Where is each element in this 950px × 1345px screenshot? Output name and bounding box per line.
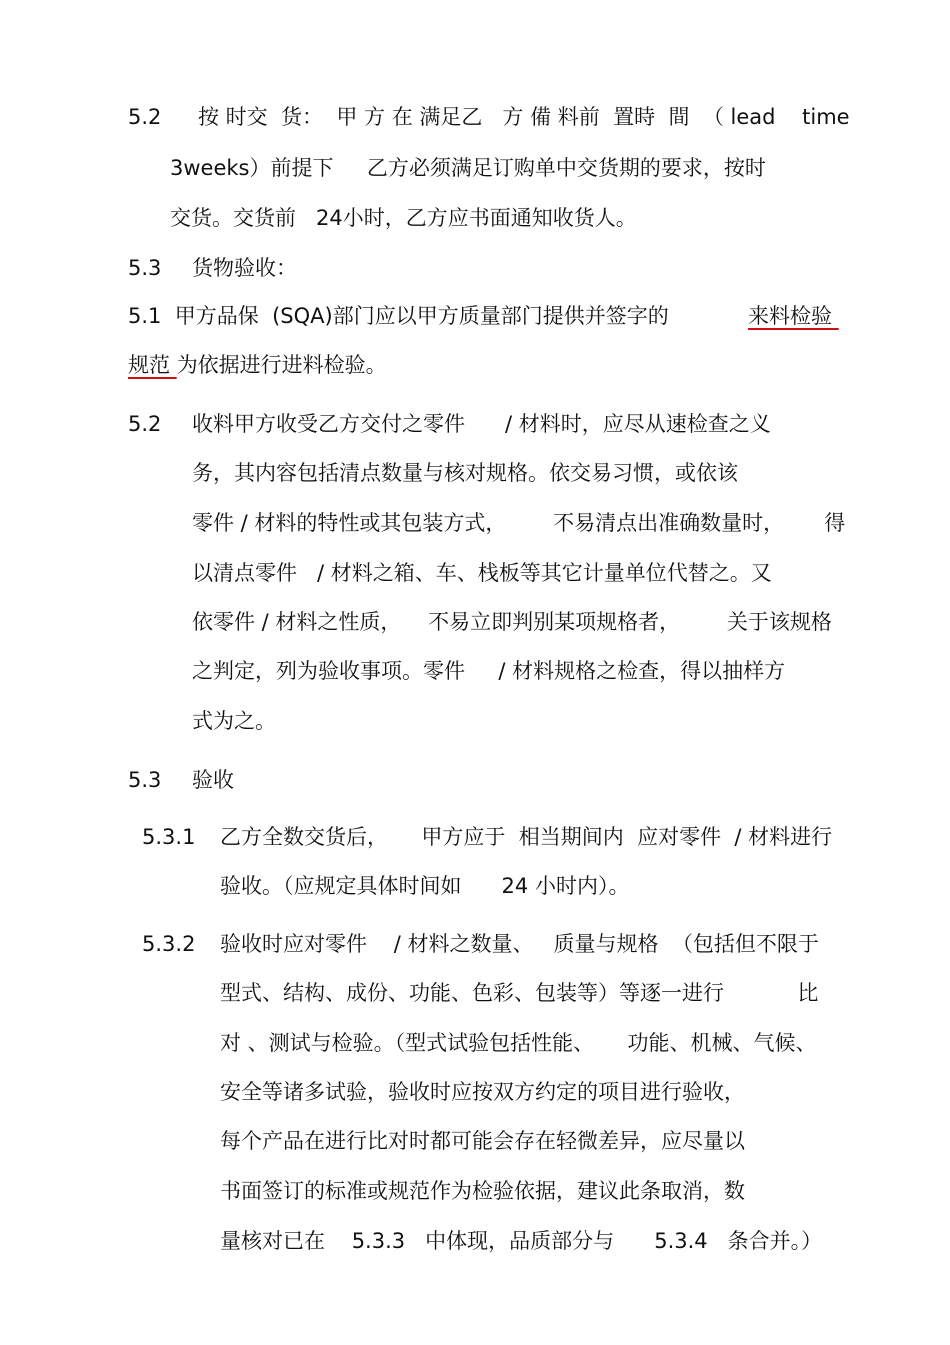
paragraph-line	[128, 351, 387, 379]
section-number: 5.3	[128, 256, 162, 280]
paragraph-line: 安全等诸多试验，验收时应按双方约定的项目进行验收，	[220, 1080, 745, 1104]
paragraph-line: 乙方全数交货后， 甲方应于 相当期间内 应对零件 / 材料进行	[220, 825, 833, 849]
paragraph-line: 型式、结构、成份、功能、色彩、包装等）等逐一进行 比	[220, 981, 819, 1005]
underlined-term: 规范	[128, 353, 170, 377]
underlined-term: 来料检验	[748, 304, 832, 328]
paragraph-line: 务，其内容包括清点数量与核对规格。依交易习惯，或依该	[192, 461, 738, 485]
paragraph-line	[748, 302, 839, 330]
section-title: 验收	[192, 768, 234, 792]
paragraph-line: 验收。（应规定具体时间如 24 小时内）。	[220, 874, 630, 898]
paragraph-line: 按 时交 货： 甲 方 在 满足乙 方 備 料前 置時 間 （ lead time	[198, 105, 850, 129]
section-title: 货物验收：	[192, 256, 297, 280]
paragraph-line: 验收时应对零件 / 材料之数量、 质量与规格 （包括但不限于	[220, 932, 819, 956]
paragraph-line: 依零件 / 材料之性质， 不易立即判别某项规格者， 关于该规格	[192, 610, 832, 634]
paragraph-line: 对 、测试与检验。（型式试验包括性能、 功能、机械、气候、	[220, 1031, 817, 1055]
paragraph-line: 每个产品在进行比对时都可能会存在轻微差异，应尽量以	[220, 1129, 745, 1153]
paragraph-line: 书面签订的标准或规范作为检验依据，建议此条取消，数	[220, 1179, 745, 1203]
paragraph-text: 为依据进行进料检验。	[176, 353, 387, 377]
paragraph-line: 收料甲方收受乙方交付之零件 / 材料时，应尽从速检查之义	[192, 412, 771, 436]
section-number: 5.3.1	[142, 825, 196, 849]
paragraph-line: 以清点零件 / 材料之箱、车、栈板等其它计量单位代替之。又	[192, 561, 772, 585]
section-number: 5.2	[128, 105, 162, 129]
section-number: 5.2	[128, 412, 162, 436]
section-number: 5.3	[128, 768, 162, 792]
paragraph-line: 量核对已在 5.3.3 中体现，品质部分与 5.3.4 条合并。）	[220, 1229, 823, 1253]
paragraph-line: 零件 / 材料的特性或其包装方式， 不易清点出准确数量时， 得	[192, 511, 846, 535]
paragraph-line: 3weeks）前提下 乙方必须满足订购单中交货期的要求，按时	[170, 156, 766, 180]
paragraph-text: 5.1 甲方品保 (SQA)部门应以甲方质量部门提供并签字的	[128, 304, 669, 328]
paragraph-line: 式为之。	[192, 709, 276, 733]
paragraph-line: 交货。交货前 24小时，乙方应书面通知收货人。	[170, 206, 637, 230]
paragraph-line: 之判定，列为验收事项。零件 / 材料规格之检查，得以抽样方	[192, 659, 786, 683]
section-number: 5.3.2	[142, 932, 196, 956]
paragraph-line	[128, 302, 669, 330]
